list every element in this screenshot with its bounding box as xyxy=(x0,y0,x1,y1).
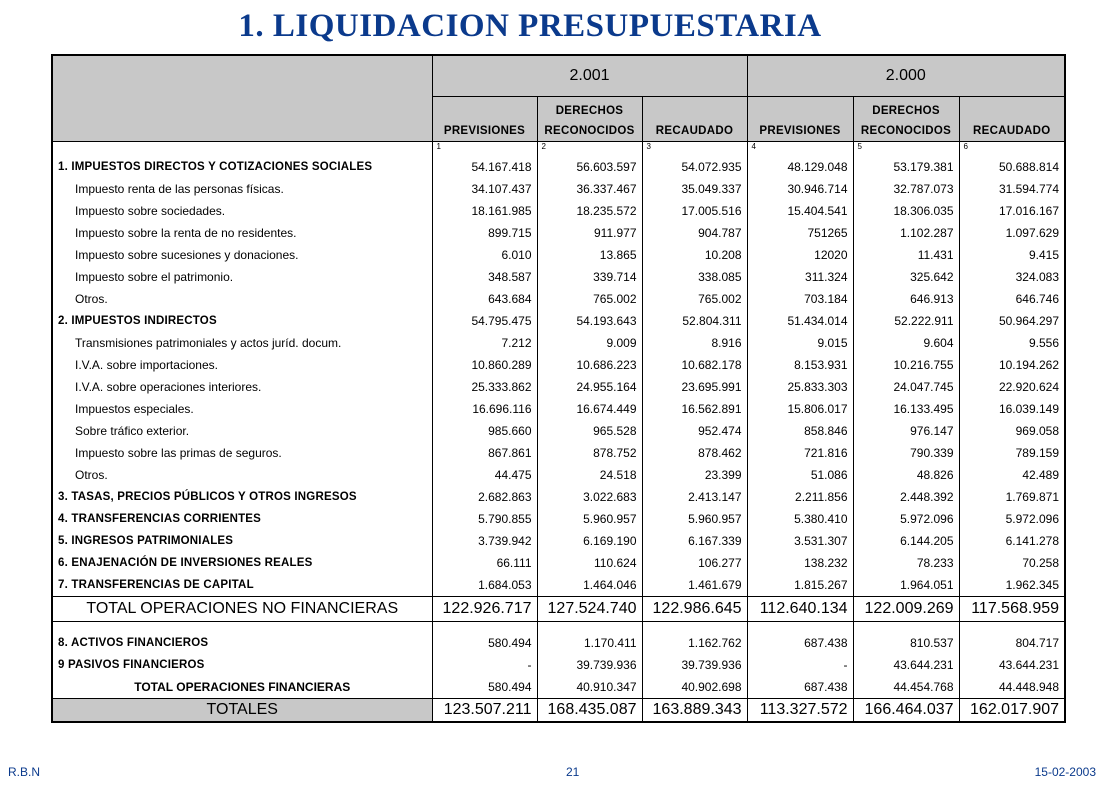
column-header-line2: PREVISIONES xyxy=(443,125,526,137)
row-label: I.V.A. sobre importaciones. xyxy=(52,354,432,376)
row-label: I.V.A. sobre operaciones interiores. xyxy=(52,376,432,398)
value-cell: 39.739.936 xyxy=(537,654,642,676)
value-cell: 54.193.643 xyxy=(537,310,642,332)
value-cell: 162.017.907 xyxy=(959,699,1065,723)
spacer-cell xyxy=(853,622,959,633)
value-cell: 965.528 xyxy=(537,420,642,442)
value-cell: 50.688.814 xyxy=(959,156,1065,178)
row-label: 6. ENAJENACIÓN DE INVERSIONES REALES xyxy=(52,552,432,574)
value-cell: 24.518 xyxy=(537,464,642,486)
value-cell: 18.161.985 xyxy=(432,200,537,222)
value-cell: 969.058 xyxy=(959,420,1065,442)
value-cell: 976.147 xyxy=(853,420,959,442)
row-label: 1. IMPUESTOS DIRECTOS Y COTIZACIONES SOCIALES xyxy=(52,156,432,178)
value-cell: 3.022.683 xyxy=(537,486,642,508)
value-cell: 54.167.418 xyxy=(432,156,537,178)
value-cell: 16.696.116 xyxy=(432,398,537,420)
value-cell: 25.333.862 xyxy=(432,376,537,398)
value-cell: 9.604 xyxy=(853,332,959,354)
table-row xyxy=(52,244,1065,266)
value-cell: 17.005.516 xyxy=(642,200,747,222)
value-cell: 35.049.337 xyxy=(642,178,747,200)
year-header-2000: 2.000 xyxy=(747,55,1065,97)
value-cell: 9.556 xyxy=(959,332,1065,354)
table-row xyxy=(52,699,1065,723)
column-header-line2: PREVISIONES xyxy=(759,125,841,137)
row-label: TOTAL OPERACIONES NO FINANCIERAS xyxy=(52,597,432,622)
value-cell: - xyxy=(432,654,537,676)
value-cell: 3.739.942 xyxy=(432,530,537,552)
table-row xyxy=(52,574,1065,597)
value-cell: 122.009.269 xyxy=(853,597,959,622)
value-cell: 12020 xyxy=(747,244,853,266)
table-row xyxy=(52,200,1065,222)
column-index: 3 xyxy=(642,142,747,157)
table-row xyxy=(52,266,1065,288)
row-label: 5. INGRESOS PATRIMONIALES xyxy=(52,530,432,552)
value-cell: 18.235.572 xyxy=(537,200,642,222)
value-cell: 952.474 xyxy=(642,420,747,442)
column-index: 5 xyxy=(853,142,959,157)
value-cell: 646.746 xyxy=(959,288,1065,310)
table-row xyxy=(52,654,1065,676)
value-cell: 122.986.645 xyxy=(642,597,747,622)
value-cell: 123.507.211 xyxy=(432,699,537,723)
footer-author: R.B.N xyxy=(8,765,41,779)
value-cell: 765.002 xyxy=(537,288,642,310)
column-header xyxy=(642,97,747,142)
value-cell: 7.212 xyxy=(432,332,537,354)
value-cell: 24.955.164 xyxy=(537,376,642,398)
value-cell: 51.434.014 xyxy=(747,310,853,332)
value-cell: 878.462 xyxy=(642,442,747,464)
column-header-line1: DERECHOS xyxy=(555,105,624,117)
row-label: 9 PASIVOS FINANCIEROS xyxy=(52,654,432,676)
value-cell: 50.964.297 xyxy=(959,310,1065,332)
value-cell: 339.714 xyxy=(537,266,642,288)
value-cell: 16.674.449 xyxy=(537,398,642,420)
value-cell: 1.162.762 xyxy=(642,632,747,654)
column-header xyxy=(853,97,959,142)
value-cell: 1.815.267 xyxy=(747,574,853,597)
value-cell: 127.524.740 xyxy=(537,597,642,622)
column-index: 6 xyxy=(959,142,1065,157)
value-cell: 10.216.755 xyxy=(853,354,959,376)
value-cell: 751265 xyxy=(747,222,853,244)
value-cell: 168.435.087 xyxy=(537,699,642,723)
value-cell: 54.072.935 xyxy=(642,156,747,178)
value-cell: 580.494 xyxy=(432,632,537,654)
value-cell: 117.568.959 xyxy=(959,597,1065,622)
value-cell: 166.464.037 xyxy=(853,699,959,723)
value-cell: 2.682.863 xyxy=(432,486,537,508)
value-cell: 8.153.931 xyxy=(747,354,853,376)
row-label: Impuesto sobre las primas de seguros. xyxy=(52,442,432,464)
value-cell: 789.159 xyxy=(959,442,1065,464)
value-cell: 23.695.991 xyxy=(642,376,747,398)
table-row xyxy=(52,464,1065,486)
table-row xyxy=(52,508,1065,530)
value-cell: 110.624 xyxy=(537,552,642,574)
row-label: Impuesto sobre sociedades. xyxy=(52,200,432,222)
table-row xyxy=(52,420,1065,442)
value-cell: 70.258 xyxy=(959,552,1065,574)
value-cell: 10.686.223 xyxy=(537,354,642,376)
column-header-line2: RECAUDADO xyxy=(973,125,1051,137)
row-label: Impuesto sobre el patrimonio. xyxy=(52,266,432,288)
value-cell: 643.684 xyxy=(432,288,537,310)
value-cell: 703.184 xyxy=(747,288,853,310)
spacer-row xyxy=(52,622,1065,633)
row-label: Impuesto sobre sucesiones y donaciones. xyxy=(52,244,432,266)
value-cell: 42.489 xyxy=(959,464,1065,486)
row-label: TOTAL OPERACIONES FINANCIERAS xyxy=(52,676,432,699)
table-row xyxy=(52,530,1065,552)
value-cell: 122.926.717 xyxy=(432,597,537,622)
value-cell: 804.717 xyxy=(959,632,1065,654)
index-blank-cell xyxy=(52,142,432,157)
value-cell: 54.795.475 xyxy=(432,310,537,332)
column-header xyxy=(432,97,537,142)
value-cell: 16.562.891 xyxy=(642,398,747,420)
value-cell: 1.170.411 xyxy=(537,632,642,654)
value-cell: 1.097.629 xyxy=(959,222,1065,244)
value-cell: 17.016.167 xyxy=(959,200,1065,222)
table-row xyxy=(52,597,1065,622)
footer-date: 15-02-2003 xyxy=(1034,765,1096,779)
value-cell: 580.494 xyxy=(432,676,537,699)
spacer-cell xyxy=(537,622,642,633)
row-label: Impuesto sobre la renta de no residentes. xyxy=(52,222,432,244)
value-cell: 867.861 xyxy=(432,442,537,464)
column-header-line1 xyxy=(752,101,849,121)
table-row xyxy=(52,398,1065,420)
value-cell: 56.603.597 xyxy=(537,156,642,178)
value-cell: 2.413.147 xyxy=(642,486,747,508)
value-cell: 687.438 xyxy=(747,632,853,654)
column-header-line1 xyxy=(437,101,533,121)
value-cell: 9.415 xyxy=(959,244,1065,266)
table-row xyxy=(52,310,1065,332)
value-cell: 10.860.289 xyxy=(432,354,537,376)
value-cell: 899.715 xyxy=(432,222,537,244)
value-cell: 5.380.410 xyxy=(747,508,853,530)
table-row xyxy=(52,376,1065,398)
row-label: Sobre tráfico exterior. xyxy=(52,420,432,442)
spacer-cell xyxy=(432,622,537,633)
value-cell: 39.739.936 xyxy=(642,654,747,676)
column-index: 1 xyxy=(432,142,537,157)
value-cell: 163.889.343 xyxy=(642,699,747,723)
table-row xyxy=(52,288,1065,310)
table-row xyxy=(52,332,1065,354)
table-row xyxy=(52,222,1065,244)
value-cell: 5.960.957 xyxy=(642,508,747,530)
row-label: 8. ACTIVOS FINANCIEROS xyxy=(52,632,432,654)
value-cell: 15.806.017 xyxy=(747,398,853,420)
table-row xyxy=(52,354,1065,376)
value-cell: 18.306.035 xyxy=(853,200,959,222)
row-label: 4. TRANSFERENCIAS CORRIENTES xyxy=(52,508,432,530)
row-label: 2. IMPUESTOS INDIRECTOS xyxy=(52,310,432,332)
table-row xyxy=(52,486,1065,508)
value-cell: 8.916 xyxy=(642,332,747,354)
value-cell: 40.910.347 xyxy=(537,676,642,699)
value-cell: 646.913 xyxy=(853,288,959,310)
value-cell: 2.211.856 xyxy=(747,486,853,508)
column-index: 4 xyxy=(747,142,853,157)
value-cell: 1.964.051 xyxy=(853,574,959,597)
value-cell: 5.972.096 xyxy=(853,508,959,530)
value-cell: 13.865 xyxy=(537,244,642,266)
value-cell: 16.133.495 xyxy=(853,398,959,420)
row-label: Impuestos especiales. xyxy=(52,398,432,420)
spacer-cell xyxy=(642,622,747,633)
value-cell: 44.448.948 xyxy=(959,676,1065,699)
column-header xyxy=(537,97,642,142)
value-cell: 5.790.855 xyxy=(432,508,537,530)
year-header-2001: 2.001 xyxy=(432,55,747,97)
value-cell: 904.787 xyxy=(642,222,747,244)
value-cell: 6.144.205 xyxy=(853,530,959,552)
row-label: 3. TASAS, PRECIOS PÚBLICOS Y OTROS INGRESOS xyxy=(52,486,432,508)
value-cell: 78.233 xyxy=(853,552,959,574)
value-cell: 44.475 xyxy=(432,464,537,486)
value-cell: 52.804.311 xyxy=(642,310,747,332)
value-cell: 10.682.178 xyxy=(642,354,747,376)
value-cell: 3.531.307 xyxy=(747,530,853,552)
value-cell: 16.039.149 xyxy=(959,398,1065,420)
budget-table xyxy=(51,54,1066,723)
value-cell: 338.085 xyxy=(642,266,747,288)
value-cell: 858.846 xyxy=(747,420,853,442)
row-label: Otros. xyxy=(52,464,432,486)
row-label: Impuesto renta de las personas físicas. xyxy=(52,178,432,200)
value-cell: 11.431 xyxy=(853,244,959,266)
value-cell: 1.461.679 xyxy=(642,574,747,597)
value-cell: 6.141.278 xyxy=(959,530,1065,552)
value-cell: 2.448.392 xyxy=(853,486,959,508)
value-cell: 5.960.957 xyxy=(537,508,642,530)
row-label: Transmisiones patrimoniales y actos juríd. docum. xyxy=(52,332,432,354)
value-cell: 24.047.745 xyxy=(853,376,959,398)
value-cell: 1.684.053 xyxy=(432,574,537,597)
value-cell: 311.324 xyxy=(747,266,853,288)
spacer-cell xyxy=(959,622,1065,633)
value-cell: 40.902.698 xyxy=(642,676,747,699)
value-cell: 25.833.303 xyxy=(747,376,853,398)
value-cell: 66.111 xyxy=(432,552,537,574)
value-cell: 6.010 xyxy=(432,244,537,266)
value-cell: 112.640.134 xyxy=(747,597,853,622)
value-cell: 30.946.714 xyxy=(747,178,853,200)
value-cell: 53.179.381 xyxy=(853,156,959,178)
column-header-line1: DERECHOS xyxy=(872,105,940,117)
value-cell: 790.339 xyxy=(853,442,959,464)
column-header-line2: RECONOCIDOS xyxy=(860,125,952,137)
value-cell: 31.594.774 xyxy=(959,178,1065,200)
value-cell: 32.787.073 xyxy=(853,178,959,200)
table-row xyxy=(52,178,1065,200)
header-blank-cell xyxy=(52,55,432,142)
column-header-line2: RECAUDADO xyxy=(655,125,734,137)
value-cell: 15.404.541 xyxy=(747,200,853,222)
table-row xyxy=(52,632,1065,654)
page-title: 1. LIQUIDACION PRESUPUESTARIA xyxy=(238,8,822,44)
value-cell: 113.327.572 xyxy=(747,699,853,723)
column-header-line1 xyxy=(647,101,743,121)
value-cell: 810.537 xyxy=(853,632,959,654)
value-cell: 878.752 xyxy=(537,442,642,464)
value-cell: 106.277 xyxy=(642,552,747,574)
table-row xyxy=(52,156,1065,178)
value-cell: 1.962.345 xyxy=(959,574,1065,597)
value-cell: 43.644.231 xyxy=(959,654,1065,676)
table-row xyxy=(52,442,1065,464)
value-cell: 1.769.871 xyxy=(959,486,1065,508)
value-cell: 48.826 xyxy=(853,464,959,486)
value-cell: 6.167.339 xyxy=(642,530,747,552)
row-label: Otros. xyxy=(52,288,432,310)
value-cell: 51.086 xyxy=(747,464,853,486)
column-header xyxy=(959,97,1065,142)
table-row xyxy=(52,552,1065,574)
footer-page-number: 21 xyxy=(566,765,580,779)
value-cell: 22.920.624 xyxy=(959,376,1065,398)
value-cell: 23.399 xyxy=(642,464,747,486)
value-cell: 348.587 xyxy=(432,266,537,288)
spacer-cell xyxy=(52,622,432,633)
value-cell: 9.009 xyxy=(537,332,642,354)
value-cell: 6.169.190 xyxy=(537,530,642,552)
value-cell: 911.977 xyxy=(537,222,642,244)
value-cell: 765.002 xyxy=(642,288,747,310)
value-cell: 5.972.096 xyxy=(959,508,1065,530)
value-cell: 9.015 xyxy=(747,332,853,354)
value-cell: 34.107.437 xyxy=(432,178,537,200)
value-cell: 10.208 xyxy=(642,244,747,266)
row-label: TOTALES xyxy=(52,699,432,723)
value-cell: 985.660 xyxy=(432,420,537,442)
table-row xyxy=(52,676,1065,699)
value-cell: 36.337.467 xyxy=(537,178,642,200)
value-cell: 324.083 xyxy=(959,266,1065,288)
value-cell: 10.194.262 xyxy=(959,354,1065,376)
value-cell: 52.222.911 xyxy=(853,310,959,332)
value-cell: 687.438 xyxy=(747,676,853,699)
value-cell: 138.232 xyxy=(747,552,853,574)
column-index: 2 xyxy=(537,142,642,157)
spacer-cell xyxy=(747,622,853,633)
value-cell: 325.642 xyxy=(853,266,959,288)
value-cell: 43.644.231 xyxy=(853,654,959,676)
value-cell: 48.129.048 xyxy=(747,156,853,178)
value-cell: 721.816 xyxy=(747,442,853,464)
column-header xyxy=(747,97,853,142)
column-header-line2: RECONOCIDOS xyxy=(544,125,635,137)
column-header-line1 xyxy=(964,101,1061,121)
value-cell: - xyxy=(747,654,853,676)
value-cell: 1.102.287 xyxy=(853,222,959,244)
value-cell: 44.454.768 xyxy=(853,676,959,699)
value-cell: 1.464.046 xyxy=(537,574,642,597)
row-label: 7. TRANSFERENCIAS DE CAPITAL xyxy=(52,574,432,597)
